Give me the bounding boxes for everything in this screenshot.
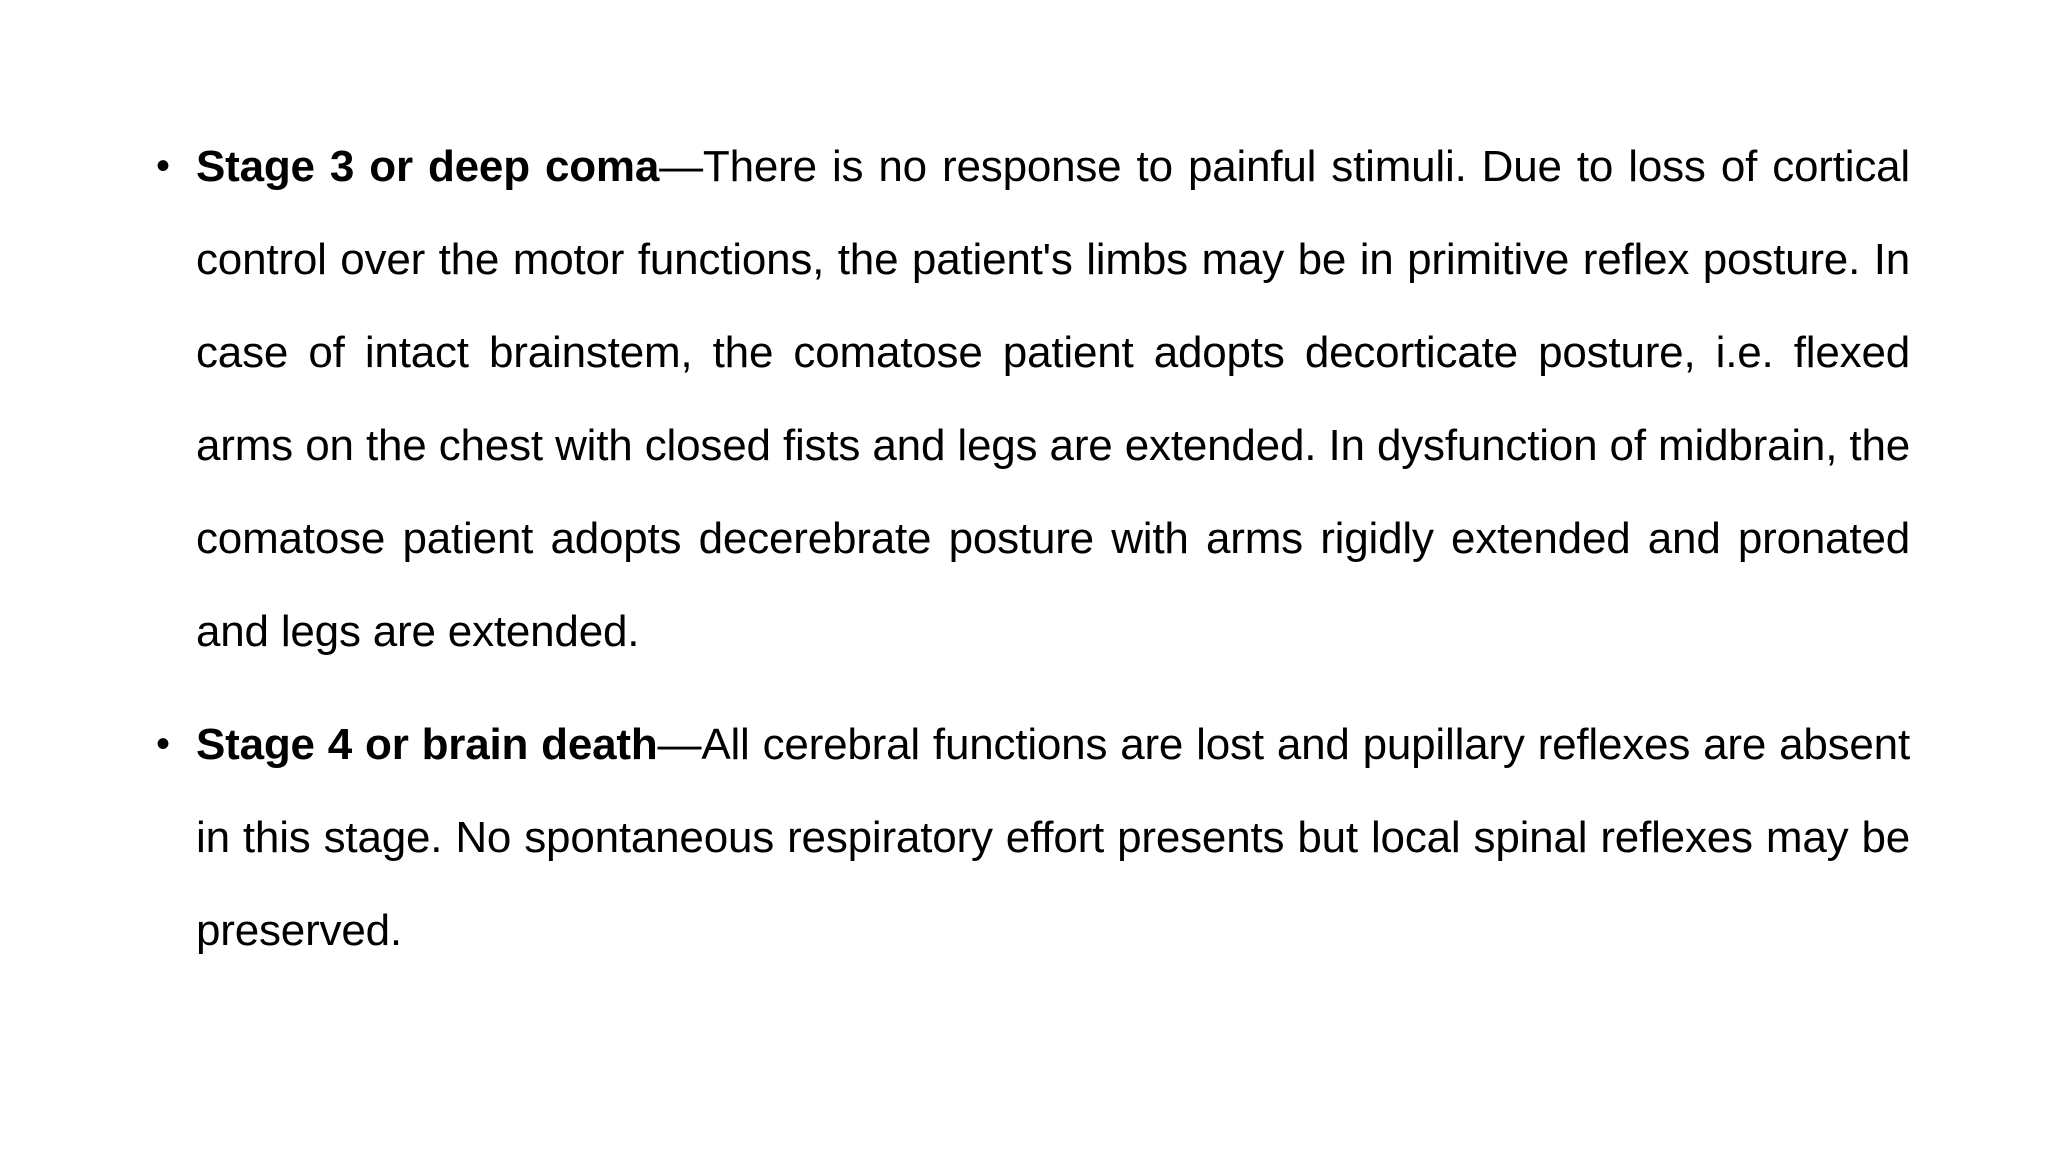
bullet-marker: • xyxy=(156,722,170,766)
bullet-item-stage-4 xyxy=(150,698,1910,977)
bullet-list xyxy=(150,120,1910,977)
bullet-term: Stage 3 or deep coma xyxy=(196,142,660,191)
bullet-text: —There is no response to painful stimuli. Due to loss of cortical control over the motor functions, the patient's limbs may be in primitive reflex posture. In case of intact brainstem, the comatose patient adopts decorticate posture, i.e. flexed arms on the chest with closed fists and legs are extended. In dysfunction of midbrain, the comatose patient adopts decerebrate posture with arms rigidly extended and pronated and legs are extended. xyxy=(196,142,1910,656)
bullet-text: —All cerebral functions are lost and pupillary reflexes are absent in this stage. No spontaneous respiratory effort presents but local spinal reflexes may be preserved. xyxy=(196,720,1910,955)
bullet-item-stage-3 xyxy=(150,120,1910,678)
bullet-term: Stage 4 or brain death xyxy=(196,720,658,769)
bullet-marker: • xyxy=(156,144,170,188)
